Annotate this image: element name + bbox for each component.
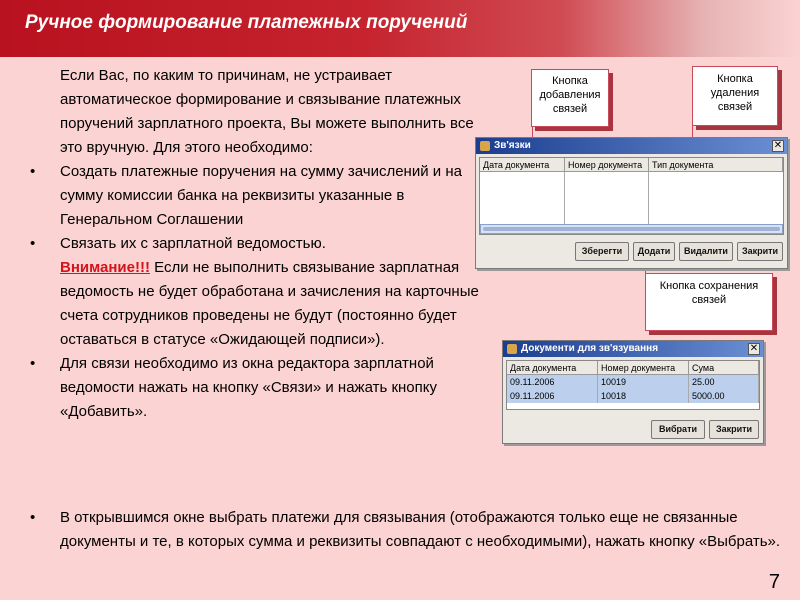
main-text (26, 64, 486, 424)
links-table-header (480, 158, 783, 172)
column-header[interactable]: Номер документа (565, 158, 649, 171)
slide-title: Ручное формирование платежных поручений (25, 12, 468, 33)
close-icon[interactable]: ✕ (749, 343, 759, 354)
docs-window-title: Документи для зв'язування (521, 343, 659, 354)
links-window-title: Зв'язки (494, 140, 531, 151)
table-cell: 10019 (598, 375, 689, 389)
intro-paragraph (26, 64, 486, 160)
list-item (26, 232, 486, 352)
page-number: 7 (768, 571, 780, 593)
bullet-icon: • (30, 163, 36, 180)
column-header[interactable]: Дата документа (480, 158, 565, 171)
bullet-icon: • (30, 235, 36, 252)
list-item (26, 160, 486, 232)
app-icon (507, 344, 517, 354)
docs-table (506, 360, 760, 410)
horizontal-scrollbar[interactable] (480, 224, 783, 234)
docs-window-title-bar (503, 341, 763, 357)
intro-text: Если Вас, по каким то причинам, не устраивает автоматическое формирование и связывание платежных поручений зарплатного проекта, Вы можете выполнить все это вручную. Для этого необходимо: (60, 67, 474, 156)
column-header[interactable]: Дата документа (507, 361, 598, 374)
bullet-icon: • (30, 355, 36, 372)
callout-add-pointer (532, 127, 533, 137)
add-button[interactable]: Додати (633, 242, 675, 261)
callout-add-text: Кнопка добавления связей (539, 75, 601, 115)
table-cell: 09.11.2006 (507, 389, 598, 403)
docs-table-header (507, 361, 759, 375)
bullet-icon: • (30, 509, 36, 526)
save-button[interactable]: Зберегти (575, 242, 629, 261)
column-header[interactable]: Сума (689, 361, 759, 374)
callout-save-text: Кнопка сохранения связей (659, 280, 759, 306)
table-cell: 25.00 (689, 375, 759, 389)
list-item-text: В открывшимся окне выбрать платежи для связывания (отображаются только еще не связанные документы и те, в которых сумма и реквизиты совпадают с необходимыми), нажать кнопку «Выбрать». (60, 509, 781, 550)
list-item-text: Создать платежные поручения на сумму зачислений и на сумму комиссии банка на реквизиты указанные в Генеральном Соглашении (60, 163, 462, 228)
close-icon[interactable]: ✕ (773, 140, 783, 151)
table-row[interactable] (507, 389, 759, 403)
slide-title-bar (0, 0, 800, 57)
table-row[interactable] (507, 375, 759, 389)
table-cell: 5000.00 (689, 389, 759, 403)
links-window (475, 137, 788, 269)
callout-delete-text: Кнопка удаления связей (710, 73, 760, 113)
callout-save-button (645, 273, 773, 331)
callout-delete-button (692, 66, 778, 126)
close-button[interactable]: Закрити (737, 242, 783, 261)
app-icon (480, 141, 490, 151)
list-item-text: Для связи необходимо из окна редактора зарплатной ведомости нажать на кнопку «Связи» и нажать кнопку «Добавить». (60, 355, 437, 420)
docs-window (502, 340, 764, 444)
list-item-text: Связать их с зарплатной ведомостью. (60, 235, 326, 252)
callout-add-button (531, 69, 609, 127)
list-item (26, 352, 486, 424)
warning-label: Внимание!!! (60, 259, 150, 276)
select-button[interactable]: Вибрати (651, 420, 705, 439)
delete-button[interactable]: Видалити (679, 242, 733, 261)
table-cell: 10018 (598, 389, 689, 403)
close-button[interactable]: Закрити (709, 420, 759, 439)
links-window-title-bar (476, 138, 787, 154)
list-item-text: Если не выполнить связывание зарплатная ведомость не будет обработана и зачисления на карточные счета сотрудников проведены не будут (постоянно будет оставаться в статусе «Ожидающей подписи»). (60, 259, 479, 348)
column-header[interactable]: Тип документа (649, 158, 783, 171)
table-cell: 09.11.2006 (507, 375, 598, 389)
bottom-list-item (26, 506, 786, 554)
column-header[interactable]: Номер документа (598, 361, 689, 374)
scrollbar-thumb[interactable] (483, 227, 780, 231)
